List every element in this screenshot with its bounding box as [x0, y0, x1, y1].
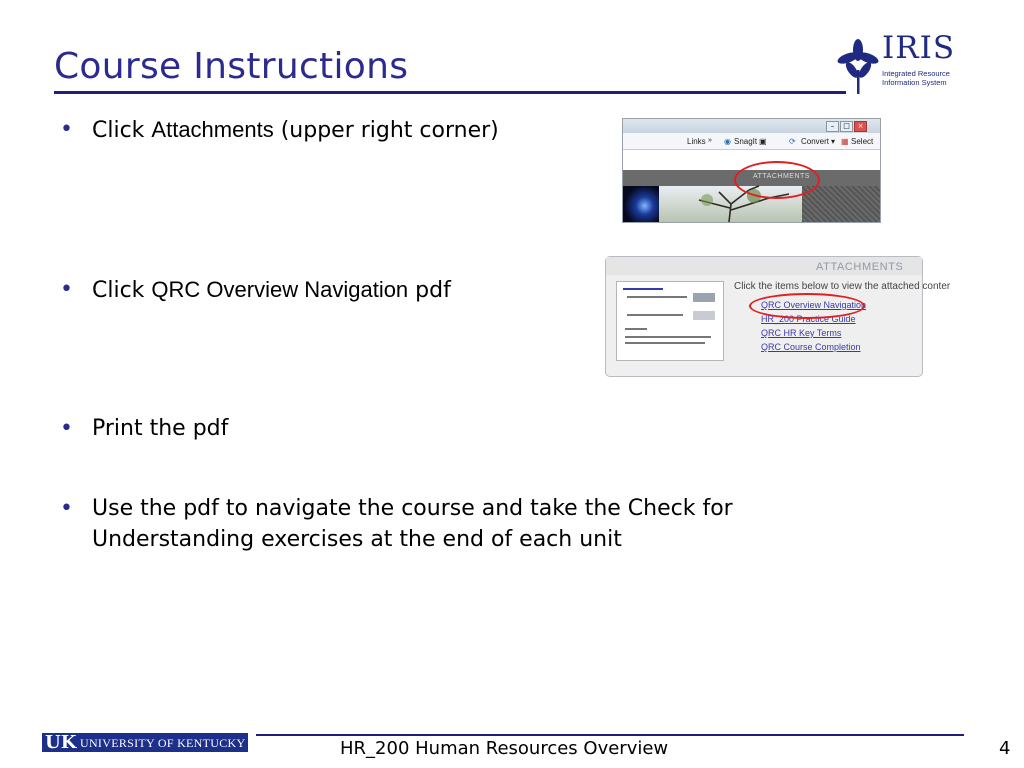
footer-divider — [256, 734, 964, 736]
toolbar-convert: Convert — [801, 137, 830, 146]
attachments-prompt: Click the items below to view the attached conter — [734, 281, 951, 292]
toolbar-select: Select — [851, 137, 874, 146]
highlight-circle — [734, 161, 820, 199]
slide-title: Course Instructions — [54, 46, 409, 87]
link-qrc-hr-key-terms: QRC HR Key Terms — [761, 328, 842, 338]
toolbar-links: Links — [687, 137, 706, 146]
bullet-emphasis: QRC Overview Navigation — [151, 277, 409, 302]
toolbar-snagit: SnagIt — [734, 137, 758, 146]
title-divider — [54, 91, 846, 94]
bullet-text: Click — [92, 278, 152, 303]
attachments-tab-label: ATTACHMENTS — [753, 173, 810, 180]
select-icon: ▦ — [841, 137, 849, 146]
link-qrc-overview-navigation: QRC Overview Navigation — [761, 300, 867, 310]
uk-logo: UK UNIVERSITY OF KENTUCKY — [42, 733, 248, 752]
snagit-icon: ◉ — [724, 137, 731, 146]
highlight-circle — [749, 293, 865, 319]
footer-title: HR_200 Human Resources Overview — [340, 738, 669, 759]
bullet-dot: • — [60, 277, 73, 302]
dropdown-icon: ▾ — [831, 137, 836, 146]
bullet-emphasis: Attachments — [151, 117, 274, 142]
bullet-text: Use the pdf to navigate the course and take the Check for Understanding exercises at the end of each unit — [92, 496, 733, 552]
attachments-panel-header: ATTACHMENTS — [816, 261, 904, 273]
bullet-text: Print the pdf — [92, 416, 229, 441]
chevron-double-icon: » — [708, 137, 712, 144]
thumbnail-image — [623, 186, 659, 222]
camera-icon: ▣ — [759, 137, 767, 146]
page-number: 4 — [999, 738, 1011, 759]
bullet-dot: • — [60, 117, 73, 142]
bullet-text: Click — [92, 118, 152, 143]
bullet-text: pdf — [408, 278, 451, 303]
document-preview — [616, 281, 724, 361]
bullet-text: (upper right corner) — [273, 118, 499, 143]
bullet-dot: • — [60, 416, 73, 441]
close-icon: × — [854, 121, 867, 132]
iris-logo-subtitle: Integrated Resource Information System — [882, 69, 950, 87]
minimize-icon: – — [826, 121, 839, 132]
link-qrc-course-completion: QRC Course Completion — [761, 342, 861, 352]
iris-logo-word: IRIS — [882, 30, 956, 66]
thumbnail-image — [802, 186, 880, 222]
attachments-panel-screenshot — [605, 256, 951, 377]
convert-icon: ⟳ — [789, 137, 796, 146]
maximize-icon: □ — [840, 121, 853, 132]
link-hr200-practice-guide: HR_200 Practice Guide — [761, 314, 856, 324]
bullet-dot: • — [60, 496, 73, 521]
